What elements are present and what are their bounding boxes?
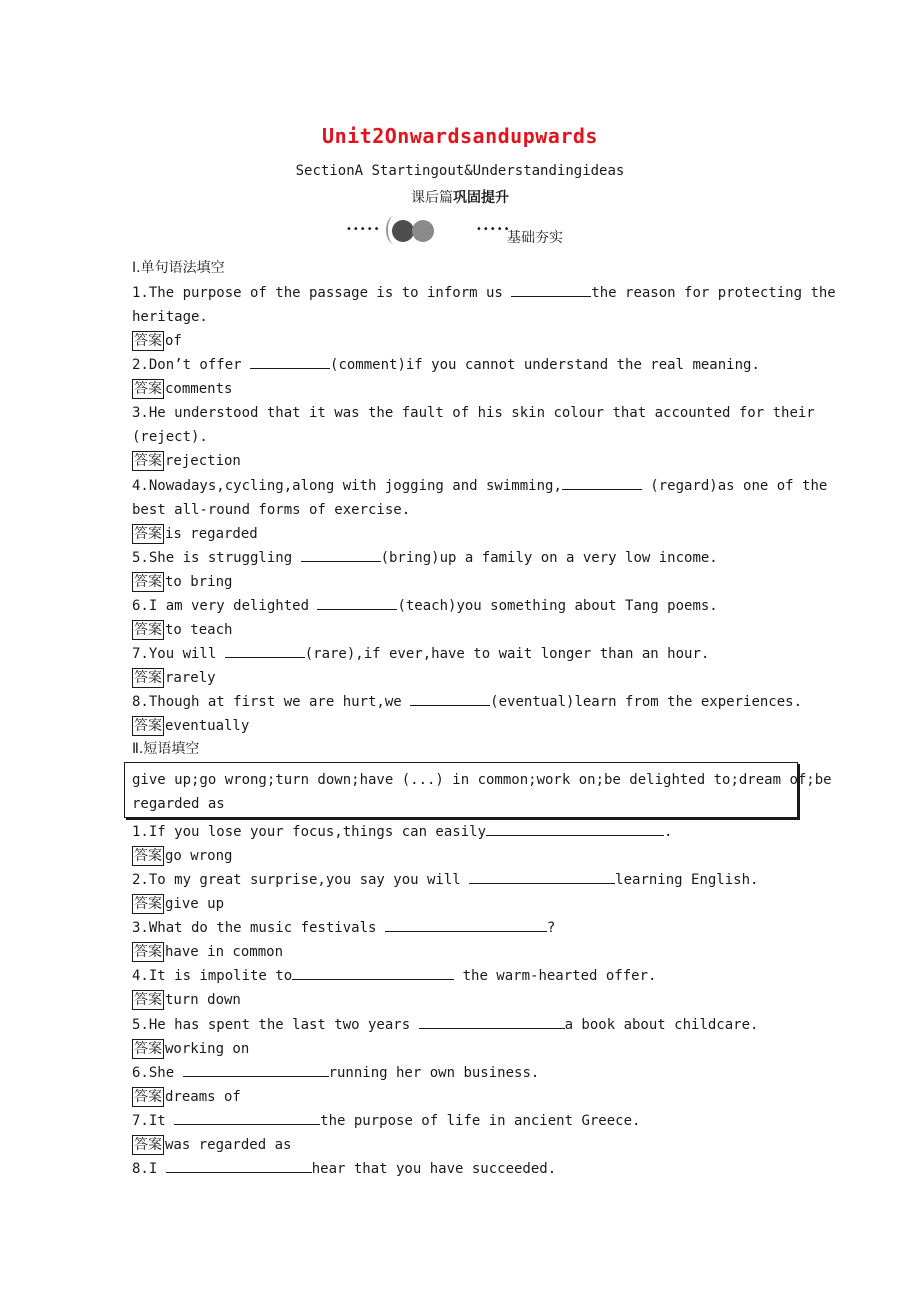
question-line: 2.Don’t offer (comment)if you cannot understand the real meaning. — [132, 353, 792, 377]
section-title: SectionA Startingout&Understandingideas — [295, 163, 625, 179]
question-line: 3.He understood that it was the fault of his skin colour that accounted for their — [132, 405, 815, 421]
question-line: 8.Though at first we are hurt,we (eventual)learn from the experiences. — [132, 690, 792, 714]
answer-blank[interactable] — [511, 281, 591, 297]
answer-tag: 答案 — [134, 944, 162, 960]
answer-text: dreams of — [165, 1089, 241, 1105]
answer-blank[interactable] — [250, 353, 330, 369]
question-continuation: best all-round forms of exercise. — [132, 502, 411, 518]
question-line: 3.What do the music festivals ? — [132, 916, 792, 940]
answer-row — [132, 522, 792, 546]
answer-text: have in common — [165, 944, 284, 960]
answer-blank[interactable] — [562, 474, 642, 490]
answer-row — [132, 449, 792, 473]
part1-heading: Ⅰ.单句语法填空 — [132, 260, 225, 276]
answer-text: give up — [165, 896, 225, 912]
answer-row — [132, 892, 792, 916]
answer-text: to bring — [165, 574, 233, 590]
answer-blank[interactable] — [419, 1013, 565, 1029]
answer-tag: 答案 — [134, 453, 162, 469]
question-line: 1.If you lose your focus,things can easily . — [132, 820, 792, 844]
circle-icon-dark — [392, 220, 414, 242]
answer-row — [132, 1133, 792, 1157]
phrase-bank-line: regarded as — [132, 796, 225, 812]
banner-label: 基础夯实 — [507, 230, 563, 246]
answer-blank[interactable] — [292, 964, 454, 980]
question-line: 8.I hear that you have succeeded. — [132, 1157, 792, 1181]
question-line: 6.I am very delighted (teach)you something about Tang poems. — [132, 594, 792, 618]
answer-text: rarely — [165, 670, 216, 686]
unit-title: Unit2Onwardsandupwards — [322, 124, 598, 148]
answer-text: turn down — [165, 992, 241, 1008]
circle-icon-light — [412, 220, 434, 242]
question-line: 7.It the purpose of life in ancient Greece. — [132, 1109, 792, 1133]
dots-decoration-left: ••••• — [346, 224, 381, 235]
answer-text: is regarded — [165, 526, 258, 542]
answer-text: to teach — [165, 622, 233, 638]
answer-blank[interactable] — [385, 916, 547, 932]
answer-blank[interactable] — [174, 1109, 320, 1125]
dots-decoration-right: ••••• — [476, 224, 511, 235]
subsection-bold: 巩固提升 — [453, 190, 509, 206]
answer-row — [132, 988, 792, 1012]
answer-tag: 答案 — [134, 1041, 162, 1057]
answer-row — [132, 570, 792, 594]
question-line: 5.He has spent the last two years a book about childcare. — [132, 1013, 792, 1037]
answer-text: rejection — [165, 453, 241, 469]
answer-blank[interactable] — [486, 820, 664, 836]
section-banner — [346, 218, 586, 248]
answer-blank[interactable] — [317, 594, 397, 610]
subsection-prefix: 课后篇 — [411, 190, 453, 206]
part2-heading: Ⅱ.短语填空 — [132, 741, 200, 757]
answer-blank[interactable] — [166, 1157, 312, 1173]
answer-text: comments — [165, 381, 233, 397]
question-line: 4.It is impolite to the warm-hearted offer. — [132, 964, 792, 988]
answer-row — [132, 377, 792, 401]
answer-row — [132, 844, 792, 868]
answer-text: working on — [165, 1041, 250, 1057]
question-line: 2.To my great surprise,you say you will learning English. — [132, 868, 792, 892]
answer-row — [132, 1037, 792, 1061]
question-continuation: (reject). — [132, 429, 208, 445]
question-line: 5.She is struggling (bring)up a family on a very low income. — [132, 546, 792, 570]
subsection-title — [0, 187, 920, 207]
answer-blank[interactable] — [410, 690, 490, 706]
answer-tag: 答案 — [134, 718, 162, 734]
answer-tag: 答案 — [134, 1137, 162, 1153]
answer-tag: 答案 — [134, 381, 162, 397]
question-line: 6.She running her own business. — [132, 1061, 792, 1085]
phrase-bank-line: give up;go wrong;turn down;have (...) in common;work on;be delighted to;dream of;be — [132, 772, 832, 788]
answer-blank[interactable] — [301, 546, 381, 562]
answer-row — [132, 618, 792, 642]
question-line: 1.The purpose of the passage is to inform us the reason for protecting the — [132, 281, 792, 305]
answer-blank[interactable] — [183, 1061, 329, 1077]
answer-tag: 答案 — [134, 848, 162, 864]
question-continuation: heritage. — [132, 309, 208, 325]
answer-text: was regarded as — [165, 1137, 292, 1153]
answer-tag: 答案 — [134, 992, 162, 1008]
answer-tag: 答案 — [134, 333, 162, 349]
question-line: 7.You will (rare),if ever,have to wait longer than an hour. — [132, 642, 792, 666]
answer-text: go wrong — [165, 848, 233, 864]
answer-row — [132, 666, 792, 690]
answer-text: eventually — [165, 718, 250, 734]
answer-blank[interactable] — [225, 642, 305, 658]
answer-tag: 答案 — [134, 526, 162, 542]
answer-row — [132, 940, 792, 964]
answer-row — [132, 714, 792, 738]
answer-tag: 答案 — [134, 622, 162, 638]
answer-text: of — [165, 333, 182, 349]
question-line: 4.Nowadays,cycling,along with jogging and swimming, (regard)as one of the — [132, 474, 792, 498]
answer-tag: 答案 — [134, 670, 162, 686]
answer-row — [132, 329, 792, 353]
phrase-bank-box — [124, 762, 832, 818]
answer-blank[interactable] — [469, 868, 615, 884]
answer-tag: 答案 — [134, 896, 162, 912]
answer-row — [132, 1085, 792, 1109]
answer-tag: 答案 — [134, 1089, 162, 1105]
answer-tag: 答案 — [134, 574, 162, 590]
